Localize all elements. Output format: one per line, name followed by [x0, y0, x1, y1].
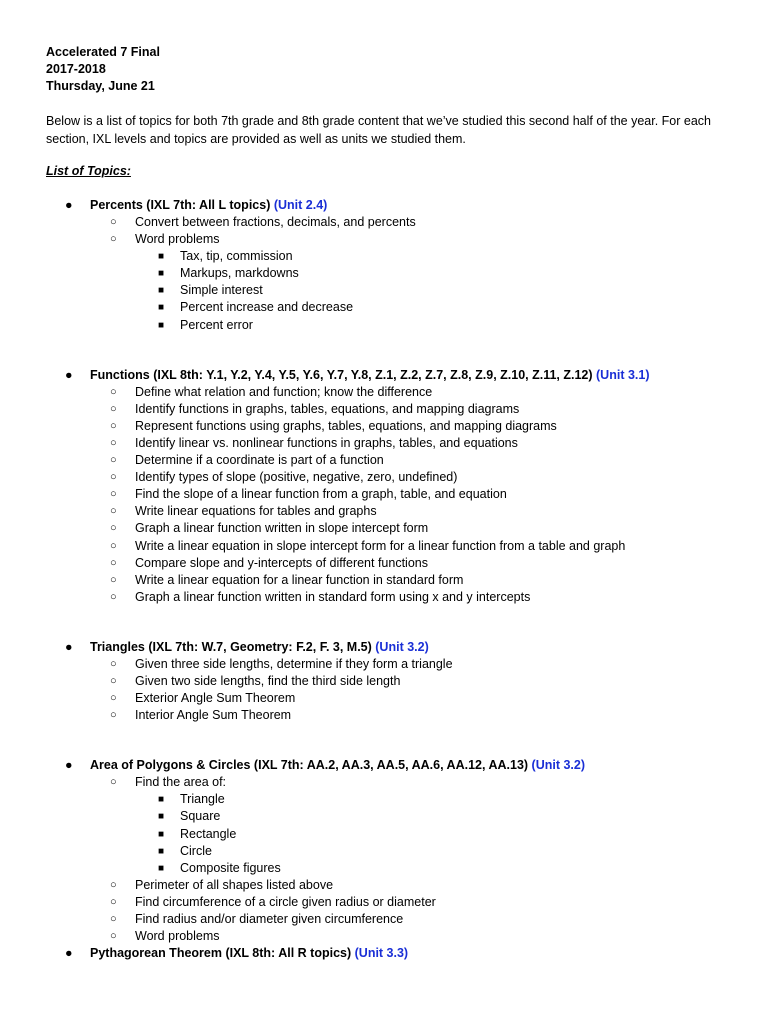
item-text: Markups, markdowns — [180, 266, 299, 281]
list-item — [46, 418, 726, 435]
item-text: Identify linear vs. nonlinear functions in graphs, tables, and equations — [135, 435, 518, 450]
bullet-square-icon: ■ — [158, 794, 165, 806]
bullet-circle-icon: ○ — [110, 556, 117, 569]
list-subitem — [46, 808, 726, 825]
section-pythagorean — [46, 945, 726, 962]
item-text: Define what relation and function; know the difference — [135, 384, 433, 399]
bullet-circle-icon: ○ — [110, 776, 117, 789]
bullet-circle-icon: ○ — [110, 674, 117, 687]
bullet-circle-icon: ○ — [110, 913, 117, 925]
bullet-circle-icon: ○ — [110, 505, 117, 518]
item-text: Given two side lengths, find the third side length — [135, 673, 401, 688]
list-item — [46, 231, 726, 248]
item-text: Write linear equations for tables and graphs — [135, 504, 377, 519]
bullet-circle-icon: ○ — [110, 522, 117, 535]
list-item — [46, 774, 726, 791]
item-text: Simple interest — [180, 283, 263, 298]
section-functions — [46, 367, 726, 606]
bullet-disc-icon: ● — [65, 946, 73, 961]
list-item — [46, 877, 726, 894]
list-subitem — [46, 248, 726, 265]
list-item — [46, 486, 726, 503]
intro-paragraph: Below is a list of topics for both 7th grade and 8th grade content that we’ve studied this second half of the year. For each section, IXL levels and topics are provided as well as units we studied them. — [46, 114, 711, 146]
section-title: Functions (IXL 8th: Y.1, Y.2, Y.4, Y.5, Y.6, Y.7, Y.8, Z.1, Z.2, Z.7, Z.8, Z.9, Z.10, Z.11, Z.12) — [90, 367, 597, 382]
list-item — [46, 384, 726, 401]
bullet-circle-icon: ○ — [110, 402, 117, 415]
list-subitem — [46, 791, 726, 808]
section-heading-pythagorean — [46, 945, 726, 962]
section-area — [46, 757, 726, 945]
item-text: Graph a linear function written in slope intercept form — [135, 521, 429, 536]
item-text: Triangle — [180, 792, 225, 807]
bullet-square-icon: ■ — [158, 319, 165, 331]
list-subitem — [46, 843, 726, 860]
list-subitem — [46, 826, 726, 843]
bullet-circle-icon: ○ — [110, 573, 117, 586]
list-subitem — [46, 317, 726, 334]
list-item — [46, 520, 726, 537]
list-item — [46, 503, 726, 520]
bullet-circle-icon: ○ — [110, 878, 117, 891]
item-text: Write a linear equation in slope intercept form for a linear function from a table and graph — [135, 538, 626, 553]
list-item — [46, 572, 726, 589]
item-text: Compare slope and y-intercepts of different functions — [135, 555, 428, 570]
item-text: Rectangle — [180, 826, 237, 841]
list-item — [46, 911, 726, 928]
item-text: Composite figures — [180, 860, 281, 875]
bullet-circle-icon: ○ — [110, 471, 117, 484]
bullet-disc-icon: ● — [65, 639, 73, 654]
bullet-disc-icon: ● — [65, 758, 73, 773]
item-text: Find the slope of a linear function from a graph, table, and equation — [135, 487, 507, 502]
bullet-circle-icon: ○ — [110, 454, 117, 467]
item-text: Interior Angle Sum Theorem — [135, 708, 292, 723]
bullet-square-icon: ■ — [158, 828, 165, 840]
item-text: Graph a linear function written in standard form using x and y intercepts — [135, 589, 531, 604]
list-subitem — [46, 299, 726, 316]
bullet-circle-icon: ○ — [110, 488, 117, 501]
list-item — [46, 656, 726, 673]
item-text: Tax, tip, commission — [180, 249, 293, 264]
bullet-square-icon: ■ — [158, 845, 165, 857]
bullet-disc-icon: ● — [65, 367, 73, 382]
bullet-square-icon: ■ — [158, 302, 165, 314]
section-heading-functions — [46, 367, 726, 384]
bullet-circle-icon: ○ — [110, 709, 117, 722]
item-text: Given three side lengths, determine if they form a triangle — [135, 656, 453, 671]
item-text: Find the area of: — [135, 775, 227, 790]
bullet-circle-icon: ○ — [110, 233, 117, 246]
item-text: Find circumference of a circle given radius or diameter — [135, 894, 436, 909]
list-item — [46, 690, 726, 707]
bullet-circle-icon: ○ — [110, 692, 117, 705]
item-text: Word problems — [135, 929, 220, 944]
section-triangles — [46, 639, 726, 724]
item-text: Represent functions using graphs, tables, equations, and mapping diagrams — [135, 418, 557, 433]
section-title: Triangles (IXL 7th: W.7, Geometry: F.2, F. 3, M.5) — [90, 639, 376, 654]
doc-year: 2017-2018 — [46, 62, 106, 76]
section-heading-area — [46, 757, 726, 774]
bullet-circle-icon: ○ — [110, 895, 117, 908]
list-item — [46, 452, 726, 469]
unit-label: (Unit 3.3) — [354, 946, 409, 961]
bullet-circle-icon: ○ — [110, 539, 117, 552]
bullet-circle-icon: ○ — [110, 419, 117, 432]
item-text: Square — [180, 809, 221, 824]
unit-label: (Unit 3.2) — [375, 639, 429, 654]
item-text: Identify types of slope (positive, negative, zero, undefined) — [135, 470, 458, 485]
doc-title: Accelerated 7 Final — [46, 45, 160, 59]
section-heading-triangles — [46, 639, 726, 656]
bullet-square-icon: ■ — [158, 285, 165, 297]
list-item — [46, 435, 726, 452]
list-item — [46, 555, 726, 572]
bullet-square-icon: ■ — [158, 268, 165, 280]
bullet-circle-icon: ○ — [110, 657, 117, 670]
list-item — [46, 707, 726, 724]
bullet-circle-icon: ○ — [110, 930, 117, 943]
section-title: Percents (IXL 7th: All L topics) — [90, 198, 274, 212]
section-title: Area of Polygons & Circles (IXL 7th: AA.2, AA.3, AA.5, AA.6, AA.12, AA.13) — [90, 758, 532, 773]
item-text: Perimeter of all shapes listed above — [135, 877, 334, 892]
item-text: Circle — [180, 843, 212, 858]
bullet-circle-icon: ○ — [110, 436, 117, 449]
doc-date: Thursday, June 21 — [46, 79, 155, 93]
unit-label: (Unit 3.1) — [596, 367, 650, 382]
list-item — [46, 894, 726, 911]
section-heading-percents — [46, 197, 726, 214]
list-item — [46, 469, 726, 486]
document-page — [46, 44, 726, 962]
item-text: Identify functions in graphs, tables, equations, and mapping diagrams — [135, 401, 520, 416]
list-item — [46, 928, 726, 945]
bullet-circle-icon: ○ — [110, 385, 117, 398]
unit-label: (Unit 2.4) — [273, 198, 328, 212]
list-subitem — [46, 282, 726, 299]
list-item — [46, 214, 726, 231]
bullet-disc-icon: ● — [65, 198, 73, 212]
list-item — [46, 589, 726, 606]
bullet-circle-icon: ○ — [110, 590, 117, 603]
item-text: Write a linear equation for a linear function in standard form — [135, 572, 464, 587]
bullet-square-icon: ■ — [158, 251, 165, 263]
list-subitem — [46, 265, 726, 282]
item-text: Percent increase and decrease — [180, 300, 354, 315]
list-item — [46, 401, 726, 418]
list-item — [46, 673, 726, 690]
list-item — [46, 538, 726, 555]
item-text: Exterior Angle Sum Theorem — [135, 691, 296, 706]
section-percents — [46, 197, 726, 334]
section-title: Pythagorean Theorem (IXL 8th: All R topics) — [90, 946, 355, 961]
item-text: Word problems — [135, 232, 220, 247]
item-text: Determine if a coordinate is part of a function — [135, 453, 384, 468]
list-subitem — [46, 860, 726, 877]
item-text: Convert between fractions, decimals, and percents — [135, 215, 416, 229]
item-text: Find radius and/or diameter given circumference — [135, 912, 404, 926]
bullet-square-icon: ■ — [158, 862, 165, 874]
bullet-square-icon: ■ — [158, 811, 165, 823]
item-text: Percent error — [180, 317, 253, 332]
topics-heading: List of Topics: — [46, 164, 131, 178]
bullet-circle-icon: ○ — [110, 216, 117, 228]
unit-label: (Unit 3.2) — [531, 758, 586, 773]
